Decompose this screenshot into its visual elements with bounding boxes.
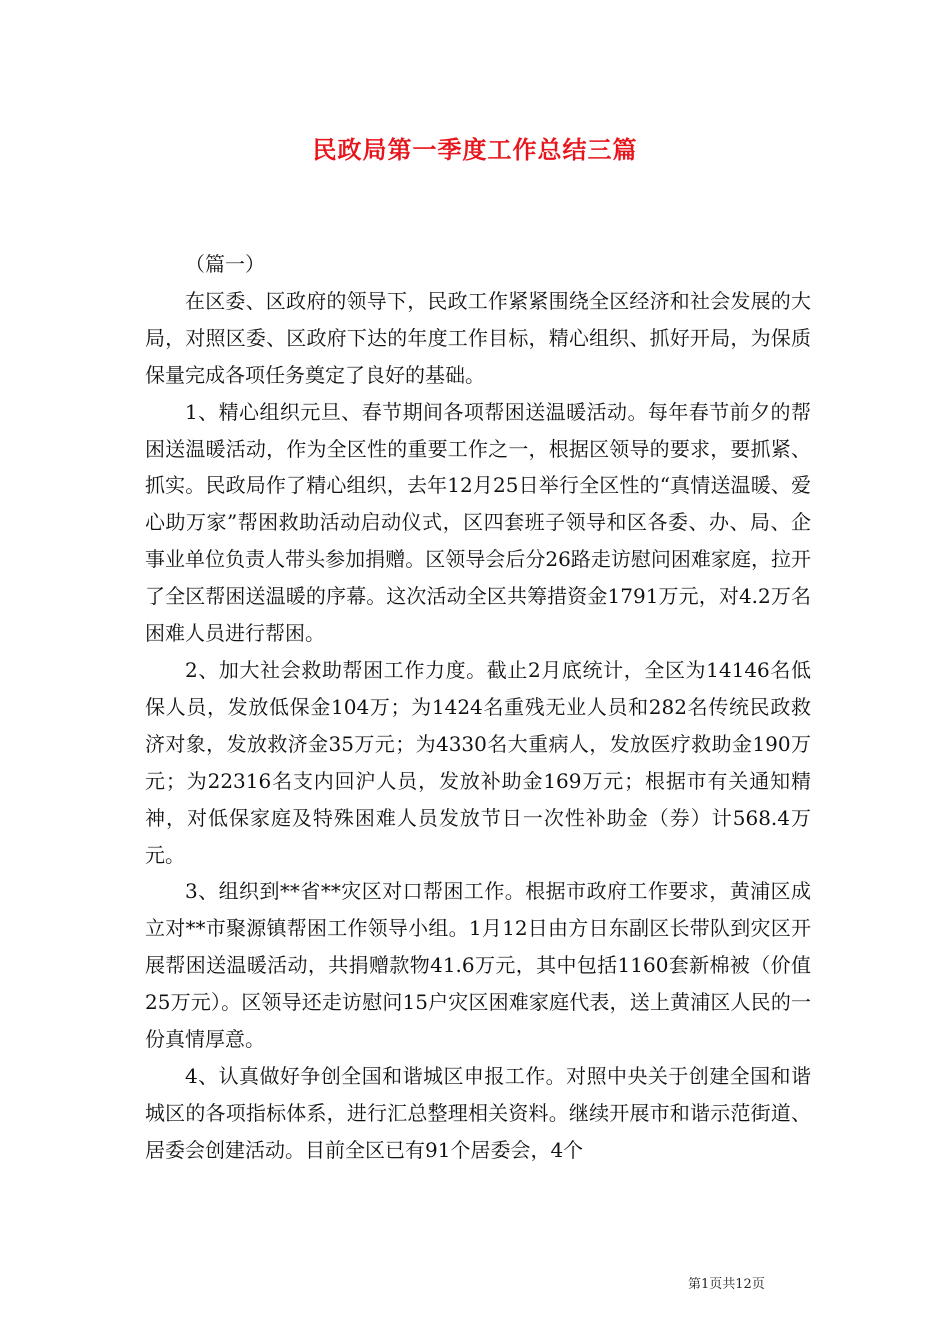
body-paragraph: 3、组织到**省**灾区对口帮困工作。根据市政府工作要求，黄浦区成立对**市聚源镇帮困工作领导小组。1月12日由方日东副区长带队到灾区开展帮困送温暖活动，共捐赠款物41.6万元，其中包括1160套新棉被（价值25万元）。区领导还走访慰问15户灾区困难家庭代表，送上黄浦区人民的一份真情厚意。 bbox=[145, 879, 811, 1052]
document-title: 民政局第一季度工作总结三篇 bbox=[312, 135, 638, 164]
section-heading: （篇一） bbox=[185, 252, 265, 276]
body-paragraph: 1、精心组织元旦、春节期间各项帮困送温暖活动。每年春节前夕的帮困送温暖活动，作为全区性的重要工作之一，根据区领导的要求，要抓紧、抓实。民政局作了精心组织，去年12月25日举行全区性的“真情送温暖、爱心助万家”帮困救助活动启动仪式，区四套班子领导和区各委、办、局、企事业单位负责人带头参加捐赠。区领导会后分26路走访慰问困难家庭，拉开了全区帮困送温暖的序幕。这次活动全区共筹措资金1791万元，对4.2万名困难人员进行帮困。 bbox=[145, 399, 811, 646]
body-paragraph: 在区委、区政府的领导下，民政工作紧紧围绕全区经济和社会发展的大局，对照区委、区政府下达的年度工作目标，精心组织、抓好开局，为保质保量完成各项任务奠定了良好的基础。 bbox=[145, 288, 811, 387]
body-paragraph: 4、认真做好争创全国和谐城区申报工作。对照中央关于创建全国和谐城区的各项指标体系，进行汇总整理相关资料。继续开展市和谐示范街道、居委会创建活动。目前全区已有91个居委会，4个 bbox=[145, 1063, 811, 1162]
page-number-footer: 第1页共12页 bbox=[688, 1277, 765, 1292]
body-paragraph: 2、加大社会救助帮困工作力度。截止2月底统计，全区为14146名低保人员，发放低保金104万；为1424名重残无业人员和282名传统民政救济对象，发放救济金35万元；为4330名大重病人，发放医疗救助金190万元；为22316名支内回沪人员，发放补助金169万元；根据市有关通知精神，对低保家庭及特殊困难人员发放节日一次性补助金（券）计568.4万元。 bbox=[145, 657, 811, 867]
document-body bbox=[145, 246, 811, 1169]
